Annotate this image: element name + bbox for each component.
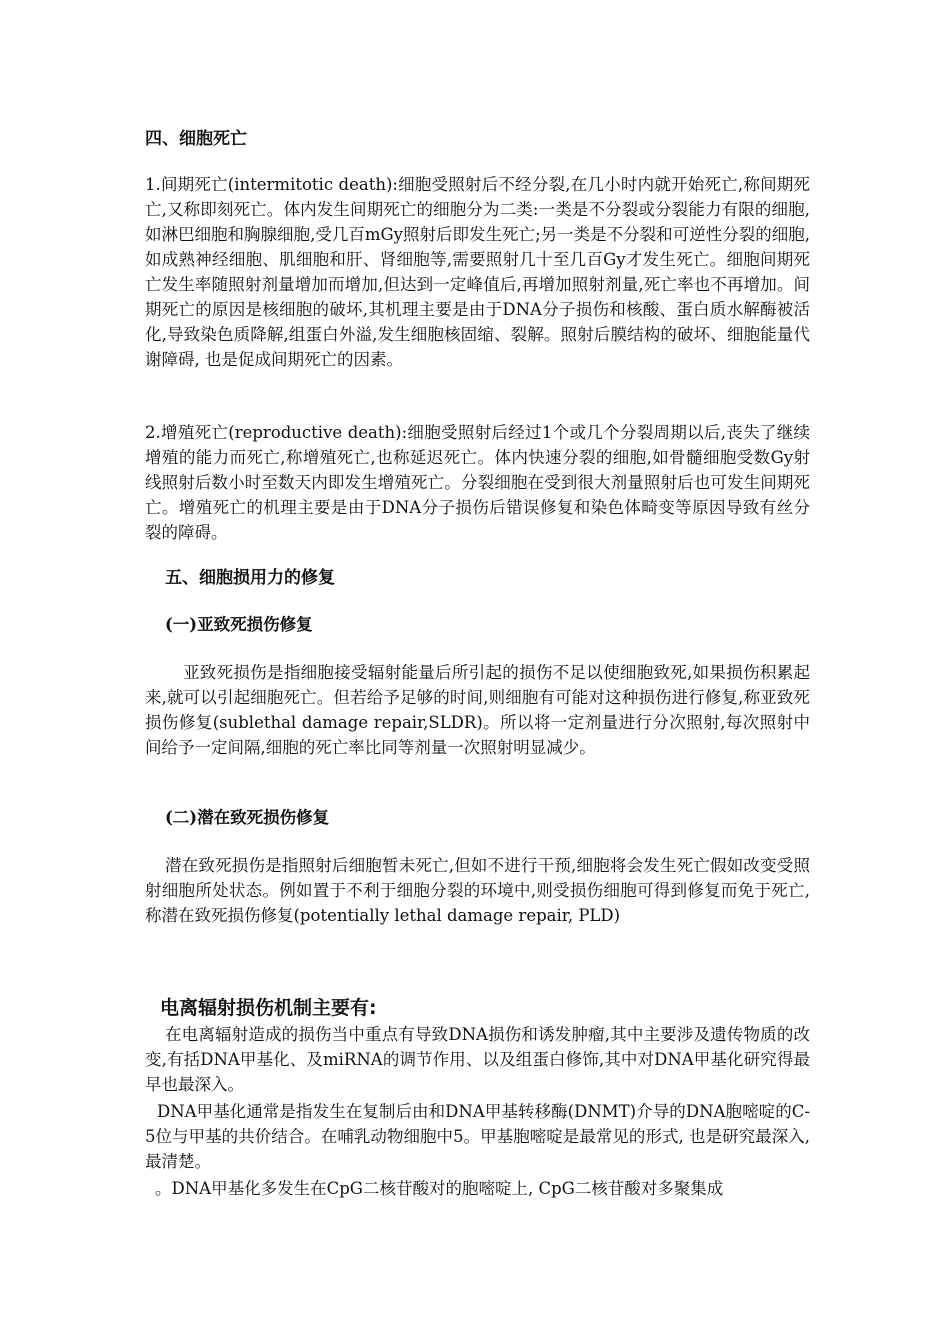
mechanism-text-3: 。DNA甲基化多发生在CpG二核苷酸对的胞嘧啶上, CpG二核苷酸对多聚集成 (155, 1179, 724, 1198)
potentially-lethal-repair-text: 潜在致死损伤是指照射后细胞暂未死亡,但如不进行干预,细胞将会发生死亡假如改变受照射细胞所处状态。例如置于不利于细胞分裂的环境中,则受损伤细胞可得到修复而免于死亡,称潜在致死损伤修复(potentially lethal damage repair, PLD) (145, 856, 810, 925)
subsection-2-title: (二)潜在致死损伤修复 (165, 808, 330, 827)
subsection-1-paragraph (145, 660, 810, 760)
mechanism-text-2: DNA甲基化通常是指发生在复制后由和DNA甲基转移酶(DNMT)介导的DNA胞嘧啶的C-5位与甲基的共价结合。在哺乳动物细胞中5。甲基胞嘧啶是最常见的形式, 也是研究最深入, 最清楚。 (145, 1102, 810, 1171)
section-4-paragraph-2 (145, 420, 810, 545)
section-4-paragraph-1 (145, 172, 810, 372)
intermitotic-death-text: 1.间期死亡(intermitotic death):细胞受照射后不经分裂,在几小时内就开始死亡,称间期死亡,又称即刻死亡。体内发生间期死亡的细胞分为二类:一类是不分裂或分裂能力有限的细胞,如淋巴细胞和胸腺细胞,受几百mGy照射后即发生死亡;另一类是不分裂和可逆性分裂的细胞,如成熟神经细胞、肌细胞和肝、肾细胞等,需要照射几十至几百Gy才发生死亡。细胞间期死亡发生率随照射剂量增加而增加,但达到一定峰值后,再增加照射剂量,死亡率也不再增加。间期死亡的原因是核细胞的破坏,其机理主要是由于DNA分子损伤和核酸、蛋白质水解酶被活化,导致染色质降解,组蛋白外溢,发生细胞核固缩、裂解。照射后膜结构的破坏、细胞能量代谢障碍, 也是促成间期死亡的因素。 (145, 175, 810, 369)
mechanism-text-1: 在电离辐射造成的损伤当中重点有导致DNA损伤和诱发肿瘤,其中主要涉及遗传物质的改变,有括DNA甲基化、及miRNA的调节作用、以及组蛋白修饰,其中对DNA甲基化研究得最早也最深入。 (145, 1025, 810, 1094)
mechanism-paragraph-2 (145, 1099, 810, 1174)
mechanism-paragraph-3 (145, 1176, 810, 1201)
reproductive-death-text: 2.增殖死亡(reproductive death):细胞受照射后经过1个或几个分裂周期以后,丧失了继续增殖的能力而死亡,称增殖死亡,也称延迟死亡。体内快速分裂的细胞,如骨髓细胞受数Gy射线照射后数小时至数天内即发生增殖死亡。分裂细胞在受到很大剂量照射后也可发生间期死亡。增殖死亡的机理主要是由于DNA分子损伤后错误修复和染色体畸变等原因导致有丝分裂的障碍。 (145, 423, 810, 542)
section-4-title: 四、细胞死亡 (145, 129, 247, 149)
subsection-2-paragraph (145, 853, 810, 928)
subsection-1-title: (一)亚致死损伤修复 (165, 615, 313, 634)
sublethal-repair-text: 亚致死损伤是指细胞接受辐射能量后所引起的损伤不足以使细胞致死,如果损伤积累起来,就可以引起细胞死亡。但若给予足够的时间,则细胞有可能对这种损伤进行修复,称亚致死损伤修复(sublethal damage repair,SLDR)。所以将一定剂量进行分次照射,每次照射中间给予一定间隔,细胞的死亡率比同等剂量一次照射明显减少。 (145, 663, 810, 757)
section-5-title: 五、细胞损用力的修复 (165, 568, 335, 588)
mechanism-paragraph-1 (145, 1022, 810, 1097)
mechanism-title: 电离辐射损伤机制主要有: (160, 997, 377, 1019)
